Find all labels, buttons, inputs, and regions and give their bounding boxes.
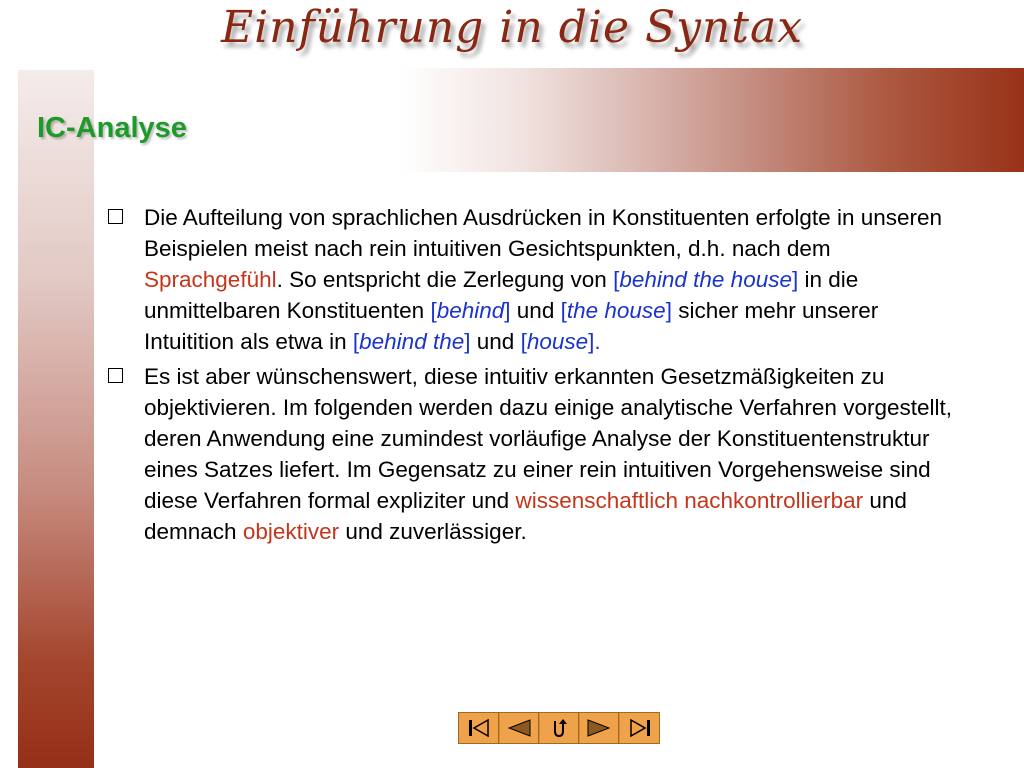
bullet-text	[144, 364, 952, 544]
text-segment: ]	[464, 329, 471, 354]
text-segment: ].	[588, 329, 601, 354]
text-segment: sicher mehr unserer Intuitition als etwa in	[144, 298, 879, 354]
first-slide-button[interactable]	[459, 713, 499, 743]
text-segment: behind the house	[619, 267, 792, 292]
previous-slide-button[interactable]	[499, 713, 539, 743]
text-segment: in die unmittelbaren Konstituenten	[144, 267, 859, 323]
text-segment: Sprachgefühl	[144, 267, 277, 292]
first-slide-icon	[467, 718, 491, 738]
left-gradient-bar	[18, 70, 94, 768]
next-slide-button[interactable]	[579, 713, 619, 743]
text-segment: und	[510, 298, 561, 323]
next-slide-icon	[586, 718, 612, 738]
return-icon	[548, 717, 570, 739]
square-bullet-icon	[108, 368, 123, 383]
text-segment: objektiver	[242, 519, 340, 544]
text-segment: [	[613, 267, 620, 292]
text-segment: ]	[665, 298, 672, 323]
text-segment: behind the	[359, 329, 465, 354]
slide-navigation-bar	[458, 712, 660, 744]
text-segment: ]	[504, 298, 511, 323]
bullet-text	[144, 205, 942, 354]
bullet-item	[108, 361, 968, 547]
return-button[interactable]	[539, 713, 579, 743]
text-segment: house	[526, 329, 589, 354]
slide-title: IC-Analyse	[37, 112, 187, 144]
text-segment: [	[520, 329, 527, 354]
text-segment: und	[470, 329, 521, 354]
text-segment: behind	[436, 298, 505, 323]
text-segment: und demnach	[144, 488, 907, 544]
text-segment: [	[430, 298, 437, 323]
square-bullet-icon	[108, 209, 123, 224]
last-slide-button[interactable]	[619, 713, 659, 743]
text-segment: [	[352, 329, 360, 354]
text-segment: the house	[566, 298, 666, 323]
previous-slide-icon	[506, 718, 532, 738]
text-segment: Es ist aber wünschenswert, diese intuitiv erkannten Gesetzmäßigkeiten zu objektivieren. Im folgenden werden dazu einige analytische Verfahren vorgestellt, deren Anwendung eine zumindest vorläufige Analyse der Konstituentenstruktur eines Satzes liefert. Im Gegensatz zu einer rein intuitiven Vorgehensweise sind diese Verfahren formal expliziter und	[144, 364, 952, 513]
text-segment: Die Aufteilung von sprachlichen Ausdrücken in Konstituenten erfolgte in unseren Beispielen meist nach rein intuitiven Gesichtspunkten, d.h. nach dem	[144, 205, 943, 261]
last-slide-icon	[628, 718, 652, 738]
text-segment: ]	[791, 267, 799, 292]
header-title: Einführung in die Syntax	[220, 2, 804, 53]
bullet-item	[108, 202, 968, 357]
text-segment: [	[560, 298, 567, 323]
text-segment: wissenschaftlich nachkontrollierbar	[515, 488, 864, 513]
text-segment: und zuverlässiger.	[339, 519, 527, 544]
bullet-list	[108, 202, 968, 551]
text-segment: . So entspricht die Zerlegung von	[276, 267, 614, 292]
